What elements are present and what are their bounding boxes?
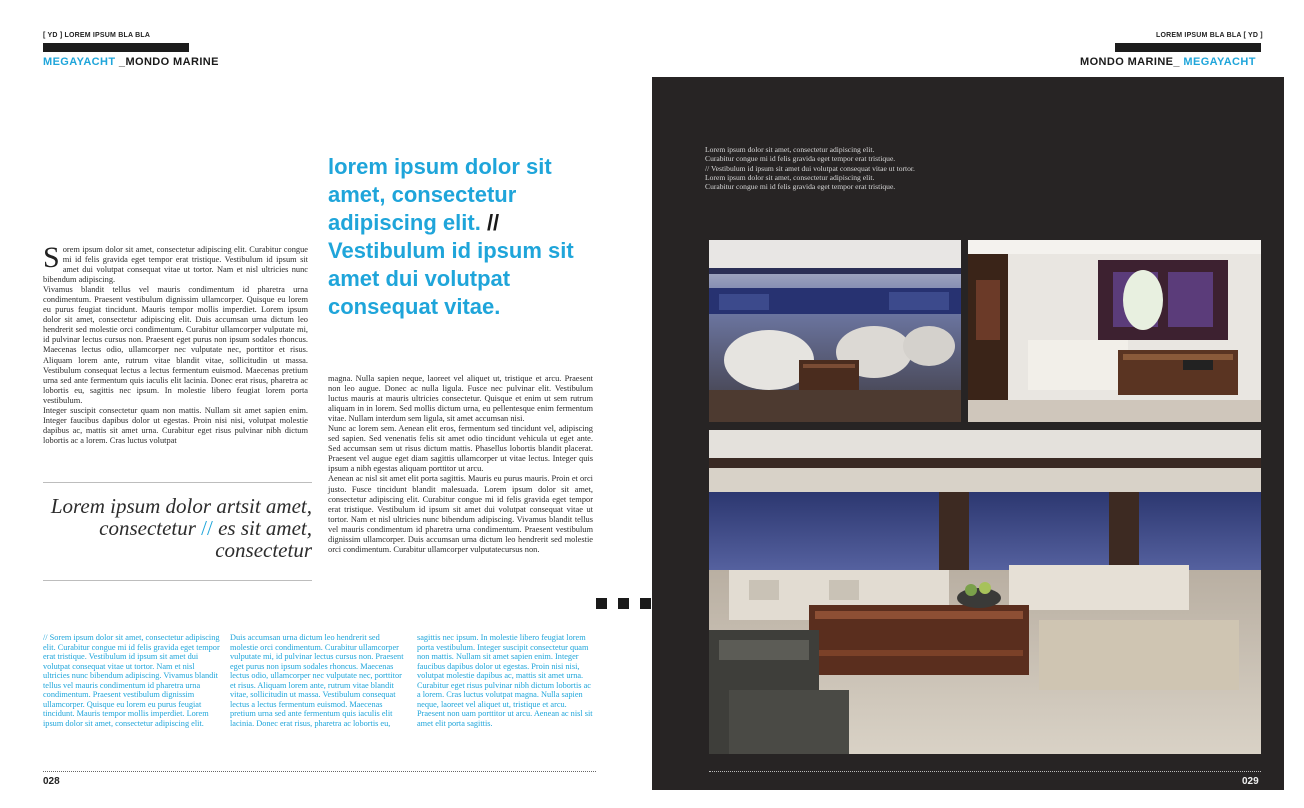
pullquote-part1: Lorem ipsum dolor artsit amet, consectetur [50,494,312,540]
photo-main-salon [709,430,1261,754]
page-number-left: 028 [43,776,60,787]
pullquote-rule-bottom [43,580,312,581]
intro-paragraph: orem ipsum dolor sit amet, consectetur adipiscing elit. Curabitur congue mi id felis gravida eget tempor erat tristique. Vestibulum id ipsum sit amet dui volutpat consequat vitae ut tortor. Nam et nisl ultricies nunc bibendum adipiscing. [43,245,308,285]
headline-part1: lorem ipsum dolor sit amet, consectetur adipiscing elit. [328,154,552,235]
body-paragraph: Aenean ac nisl sit amet elit porta sagittis. Mauris eu purus mauris. Proin et orci justo. Fusce tincidunt blandit malesuada. Lorem ipsum dolor sit amet, consectetur adipiscing elit. Curabitur congue mi id felis gravida eget tempor erat tristique. Vestibulum id ipsum sit amet dui volutpat consequat vitae ut tortor. Nam et nisl ultricies nunc bibendum adipiscing. Vivamus blandit tellus vel mauris condimentum id pharetra urna condimentum. Praesent vestibulum dignissim ullamcorper. Duis accumsan urna dictum leo hendrerit sed molestie orci condimentum. Curabitur ullamcorper vulputatecursus non. [328,474,593,554]
caption-line: Curabitur congue mi id felis gravida eget tempor erat tristique. [705,154,896,164]
bottom-column-1: // Sorem ipsum dolor sit amet, consectetur adipiscing elit. Curabitur congue mi id felis gravida eget tempor erat tristique. Vestibulum id ipsum sit amet dui volutpat consequat vitae ut tortor. Nam et nisl ultricies nunc bibendum adipiscing. Vivamus blandit tellus vel mauris condimentum id pharetra urna condimentum. Praesent vestibulum dignissim ullamcorper. Quisque eu lorem eu purus feugiat tincidunt. Mauris tempor mollis imperdiet. Lorem ipsum dolor sit amet, consectetur adipiscing elit. [43,633,220,728]
bottom-column-3: sagittis nec ipsum. In molestie libero feugiat lorem porta vestibulum. Integer suscipit consectetur quam non mattis. Nullam sit amet sapien enim. Integer faucibus dapibus dolor ut egestas. Proin nisi nisi, volutpat molestie dapibus ac, mattis sit amet urna. Curabitur eget risus pulvinar nibh dictum lobortis ac a lorem. Cras luctus volutpat magna. Nulla sapien neque, laoreet vel aliquet ut, tristique et arcu. Praesent non uam porttitor ut arcu. Aenean ac nisl sit amet elit porta sagittis. [417,633,593,728]
section-title-right [1080,56,1256,68]
caption-line: Curabitur congue mi id felis gravida eget tempor erat tristique. [705,182,896,192]
caption-line: Lorem ipsum dolor sit amet, consectetur adipiscing elit. [705,172,875,182]
intro-article [43,241,308,446]
middle-article [328,374,593,555]
running-head-right: LOREM IPSUM BLA BLA [ YD ] [1156,32,1263,39]
page-number-right: 029 [1242,776,1259,787]
header-bar-right [1115,43,1261,52]
body-paragraph: Integer suscipit consectetur quam non mattis. Nullam sit amet sapien enim. Integer faucibus dapibus dolor ut egestas. Proin nisi nisi, volutpat molestie dapibus ac, mattis sit amet urna. Curabitur eget risus pulvinar nibh dictum lobortis ac a lorem. Cras luctus volutpat [43,405,308,445]
continue-marker-3 [640,598,651,609]
section-title-left [43,56,219,68]
continue-marker-1 [596,598,607,609]
headline-part2: Vestibulum id ipsum sit amet dui volutpat consequat vitae. [328,238,574,319]
photo-saloon-armchairs [709,240,961,422]
headline-slash: // [486,210,500,235]
running-head-left: [ YD ] LOREM IPSUM BLA BLA [43,32,151,39]
section-rest: _MONDO MARINE [115,56,219,68]
body-paragraph: Vivamus blandit tellus vel mauris condimentum id pharetra urna condimentum. Praesent vestibulum dignissim ullamcorper. Quisque eu lorem eu purus feugiat tincidunt. Mauris tempor mollis imperdiet. Lorem ipsum dolor sit amet, consectetur adipiscing elit. Duis accumsan urna dictum leo hendrerit sed molestie orci condimentum. Curabitur ullamcorper vulputate mi, id pulvinar lectus cursus non. Praesent eget purus non ipsum sodales rhoncus. Maecenas lectus odio, ullamcorper nec vulputate nec, porttitor et risus. Aliquam lorem ante, rutrum vitae blandit vitae, sollicitudin ut massa. Vestibulum consequat lectus a lectus fermentum euismod. Maecenas pretium urna sed ante fermentum quis iaculis elit lacinia. Donec erat risus, pharetra ac lobortis eu, sagittis nec ipsum. In molestie libero feugiat lorem porta vestibulum. [43,285,308,405]
pullquote [43,495,312,561]
section-accent: MEGAYACHT [1183,56,1256,68]
photo-caption [705,145,1025,191]
body-paragraph: Nunc ac lorem sem. Aenean elit eros, fermentum sed tincidunt vel, adipiscing sed sapien. Sed venenatis felis sit amet odio tincidunt vehicula ut eget ante. Sed accumsan sem ut risus dictum mattis. Phasellus lobortis blandit placerat. Praesent vel augue eget diam sagittis ullamcorper ut vitae lectus. Integer quis ipsum a nibh egestas aliquam porttitor ut arcu. [328,424,593,474]
dropcap: S [43,241,60,274]
body-paragraph: magna. Nulla sapien neque, laoreet vel aliquet ut, tristique et arcu. Praesent non leo augue. Donec ac nulla ligula. Fusce nec pulvinar elit. Vestibulum luctus mauris at mauris ultricies consectetur. Quisque et enim ut sem rutrum aliquam in in lorem. Sed mollis dictum urna, eu pellentesque enim fermentum vitae. Nullam interdum sem ligula, sit amet accumsan nisi. [328,374,593,424]
continue-marker-2 [618,598,629,609]
pullquote-part2: es sit amet, consectetur [212,516,312,562]
bottom-column-2: Duis accumsan urna dictum leo hendrerit sed molestie orci condimentum. Curabitur ullamcorper vulputate mi, id pulvinar lectus cursus non. Praesent eget purus non ipsum sodales rhoncus. Maecenas lectus odio, ullamcorper nec vulputate nec, porttitor et risus. Aliquam lorem ante, rutrum vitae blandit vitae, sollicitudin ut massa. Vestibulum consequat lectus a lectus fermentum euismod. Maecenas pretium urna sed ante fermentum quis iaculis elit lacinia. Donec erat risus, pharetra ac lobortis eu, [230,633,404,728]
photo-dining-area [968,240,1261,422]
footer-rule-left [43,771,596,772]
header-bar-left [43,43,189,52]
footer-rule-right [709,771,1261,772]
section-accent: MEGAYACHT [43,56,116,68]
caption-line: // Vestibulum id ipsum sit amet dui volutpat consequat vitae ut tortor. [705,163,915,173]
pullquote-rule-top [43,482,312,483]
pullquote-slash: // [201,516,213,540]
headline [328,153,593,321]
section-rest: MONDO MARINE_ [1080,56,1184,68]
caption-line: Lorem ipsum dolor sit amet, consectetur adipiscing elit. [705,145,875,154]
